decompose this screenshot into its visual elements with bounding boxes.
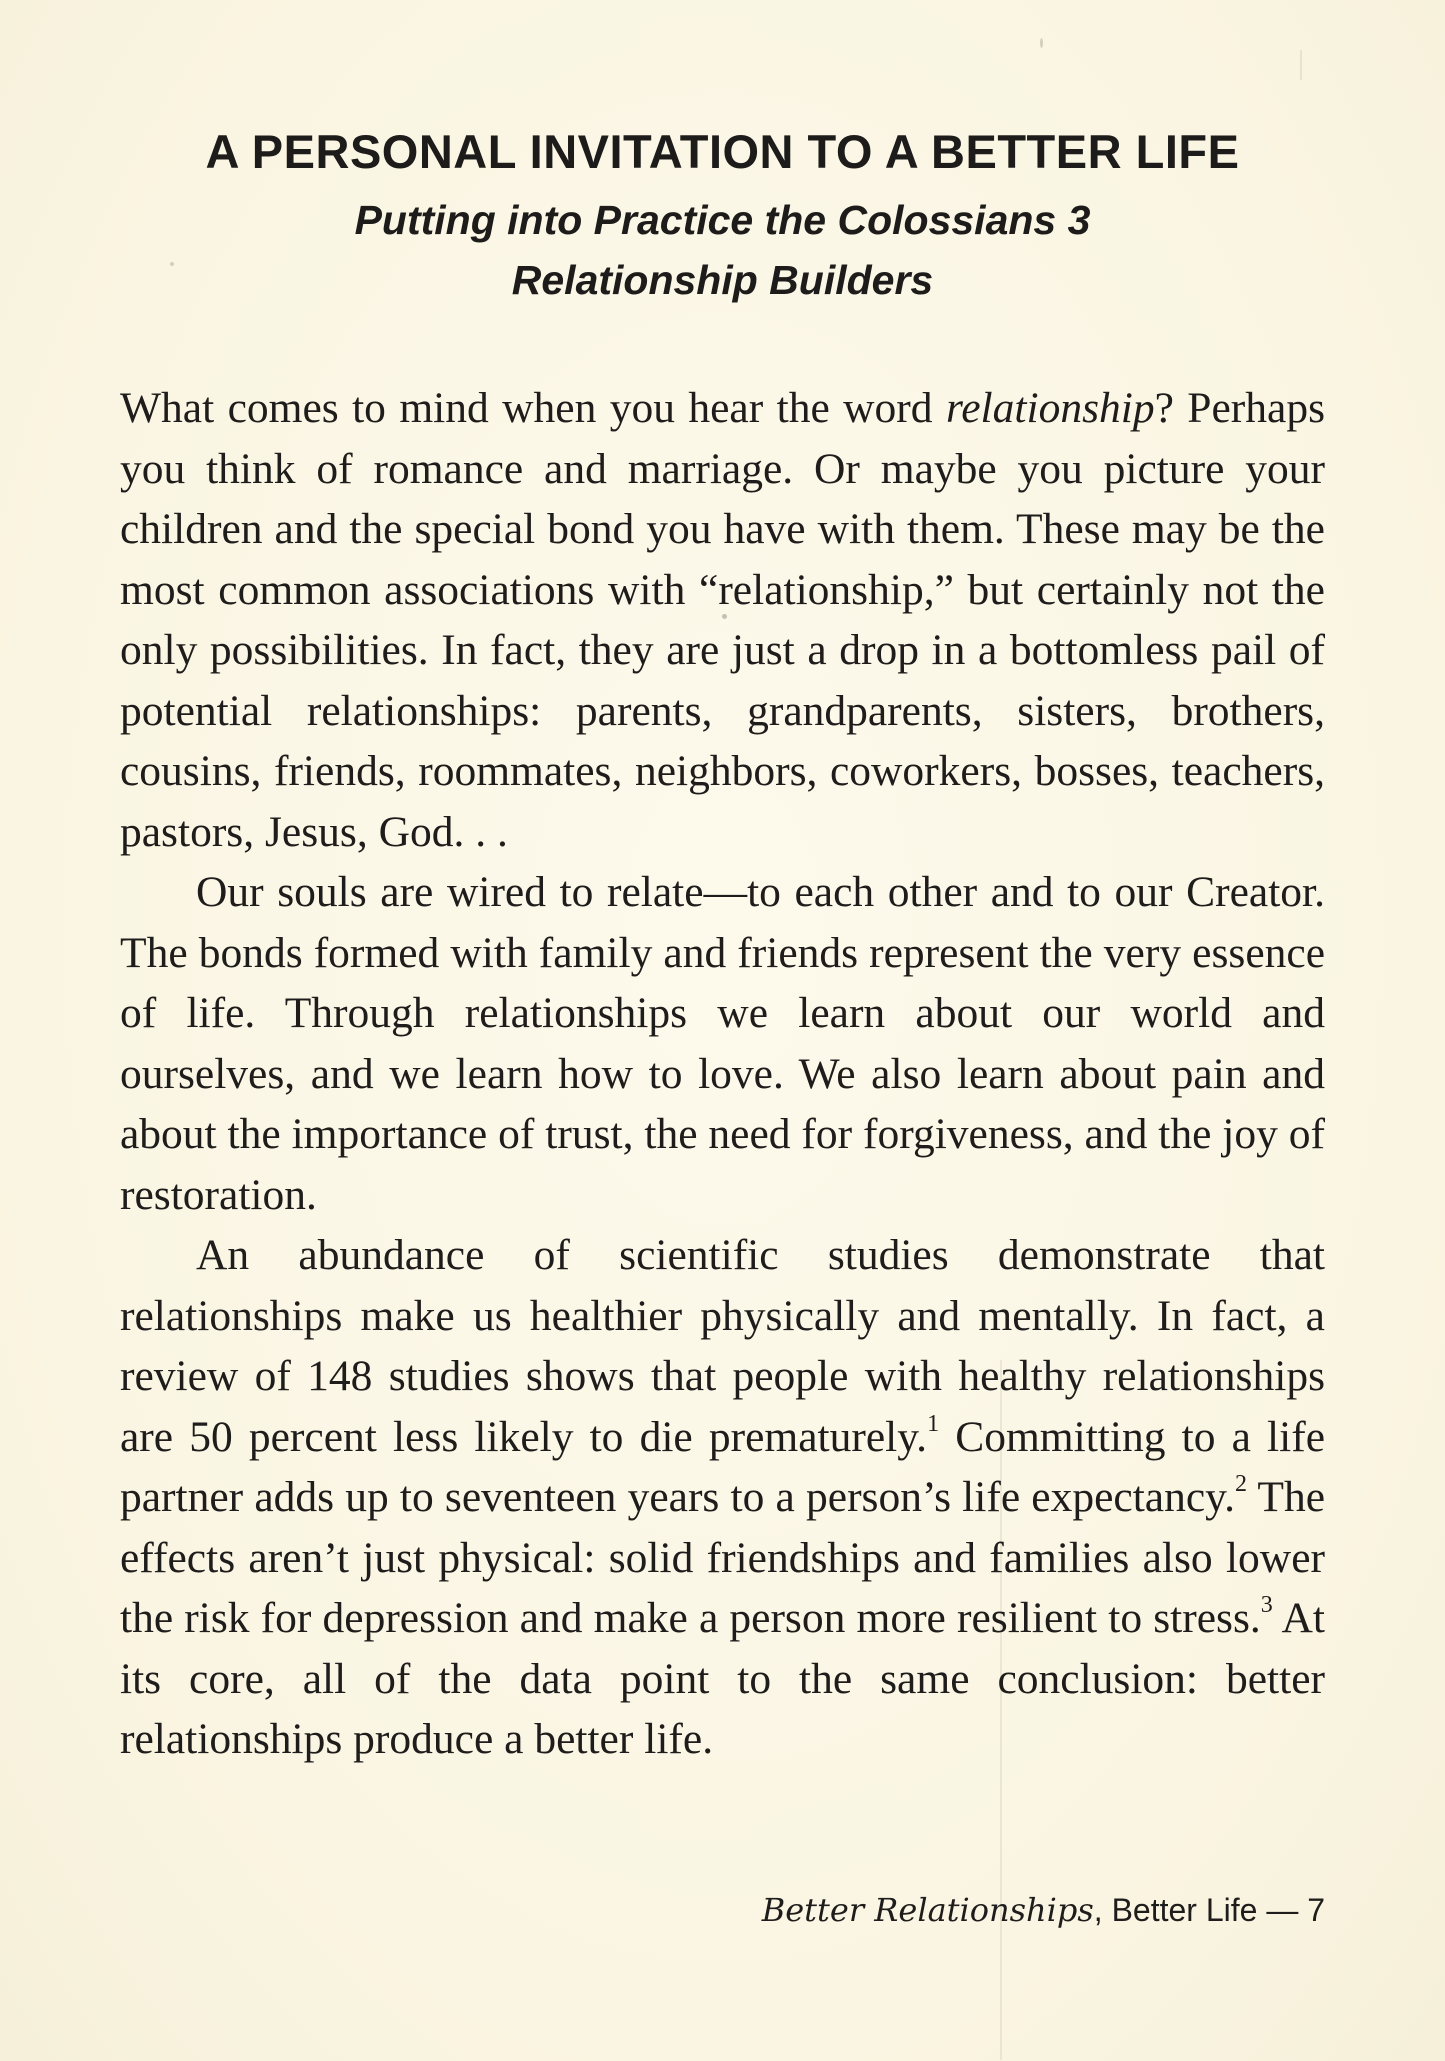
subtitle-line-1: Putting into Practice the Colossians 3 [354, 197, 1091, 243]
paragraph-1-text-b: ? Perhaps you think of romance and marriage. Or maybe you picture your children and the special bond you have with them. These may be the most common associations with “relationship,” but certainly not the only possibilities. In fact, they are just a drop in a bottomless pail of potential relationships: parents, grandparents, sisters, brothers, cousins, friends, roommates, neighbors, coworkers, bosses, teachers, pastors, Jesus, God. . . [120, 384, 1326, 856]
page-title: A PERSONAL INVITATION TO A BETTER LIFE [205, 125, 1240, 178]
footnote-ref-2: 2 [1234, 1471, 1247, 1497]
page-footer [762, 1891, 1325, 1929]
emphasized-word: relationship [945, 384, 1155, 432]
footnote-ref-1: 1 [927, 1410, 940, 1437]
footnote-ref-3: 3 [1260, 1592, 1273, 1618]
paragraph-3-text-b: Committing to a life partner adds up to seventeen years to a person’s life expectancy. [120, 1412, 1325, 1521]
paragraph-2: Our souls are wired to relate—to each other and to our Creator. The bonds formed with family and friends represent the very essence of life. Through relationships we learn about our world and ourselves, and we learn how to love. We also learn about pain and about the importance of trust, the need for forgiveness, and the joy of restoration. [120, 868, 1325, 1219]
paragraph-3-text-c: The effects aren’t just physical: solid friendships and families also lower the risk for depression and make a person more resilient to stress. [120, 1473, 1325, 1642]
scan-artifact-speck [1040, 38, 1043, 48]
subtitle-line-2: Relationship Builders [511, 257, 934, 303]
scan-artifact-line [1300, 50, 1302, 80]
page-header [120, 120, 1325, 310]
footer-book-title: Better Relationships [761, 1891, 1094, 1929]
paragraph-3 [120, 1225, 1325, 1770]
paragraph-3-text-a: An abundance of scientific studies demonstrate that relationships make us healthier physically and mentally. In fact, a review of 148 studies shows that people with healthy relationships are 50 percent less likely to die prematurely. [120, 1231, 1325, 1461]
paragraph-1 [120, 378, 1325, 862]
paragraph-3-text-d: At its core, all of the data point to the same conclusion: better relationships produce a better life. [120, 1594, 1325, 1763]
page-subtitle [120, 190, 1325, 310]
footer-page-label: , Better Life — 7 [1093, 1892, 1325, 1928]
paragraph-1-text-a: What comes to mind when you hear the word [120, 384, 946, 432]
body-text [120, 378, 1325, 1770]
